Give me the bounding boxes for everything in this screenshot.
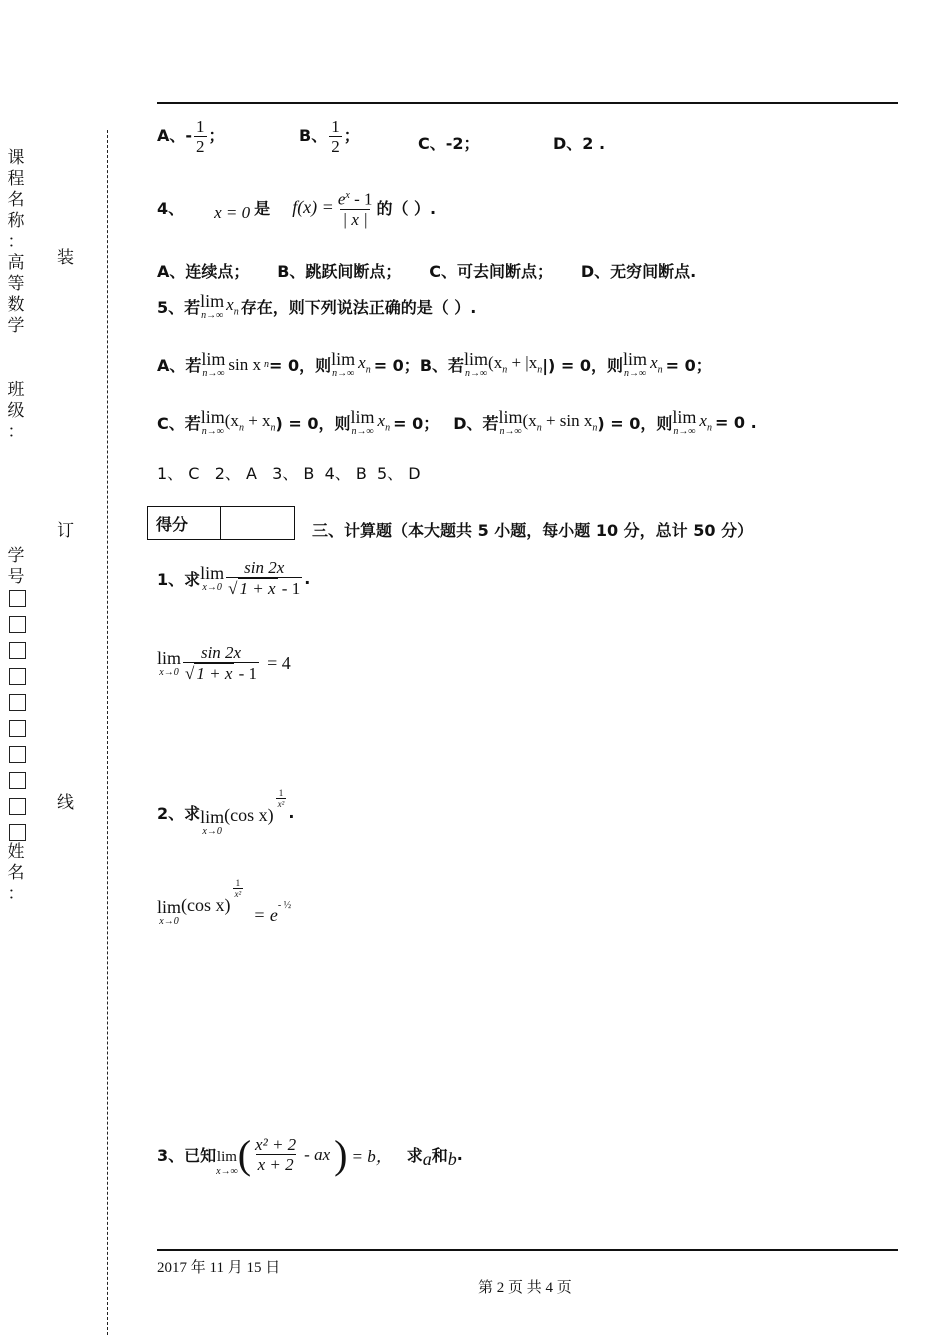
course-name-char: 等 [7,274,25,294]
calc-answer-2: lim x→0 (cos x) $\frac{1}{\text{x²}}$ = e - ½ [157,878,292,927]
score-box [147,506,295,540]
class-char: 班 [7,380,25,400]
student-id-label [6,546,26,588]
question-5-options-ab: A、若 lim n→∞ sin x n = 0，则 lim n→∞ $x_n$ = 0； B、若 lim n→∞ ($x_n + |x_n$ |) = 0，则 lim n→∞ $x_n$ = 0； [157,349,712,379]
class-char: 级 [7,401,25,421]
student-id-digit-box[interactable] [9,642,26,659]
student-id-char: 号 [7,567,25,587]
score-entry[interactable] [221,507,294,539]
course-name-char: 称 [7,211,25,231]
student-id-digit-box[interactable] [9,772,26,789]
course-name-char: 课 [7,148,25,168]
course-name-char: 数 [7,295,25,315]
question-5: 5、若 lim n→∞ $x_n$ 存在，则下列说法正确的是（ ）. [157,291,477,321]
student-id-digit-box[interactable] [9,824,26,841]
student-id-digit-box[interactable] [9,746,26,763]
score-label: 得分 [148,507,221,539]
calc-answer-1: lim x→0 $\frac{\sin 2x}{√ 1 + x - 1}$ = 4 [157,643,291,683]
calc-question-2: 2、求 lim x→0 (cos x) $\frac{1}{\text{x²}}$ . [157,788,295,837]
header-rule [157,102,898,104]
student-name-label [6,842,26,905]
course-name-char: 高 [7,253,25,273]
footer-rule [157,1249,898,1251]
student-id-digit-box[interactable] [9,720,26,737]
student-name-char: 名 [7,863,25,883]
student-id-boxes[interactable] [8,590,26,850]
binding-mark-zhuang: 装 [57,248,74,268]
footer-date: 2017 年 11 月 15 日 [157,1260,281,1276]
calc-question-3: 3、已知 lim x→∞ ( $\frac{\text{x² + 2}}{x + 2}$ - ax ) = b， 求 a 和 b . [157,1131,463,1177]
student-id-digit-box[interactable] [9,616,26,633]
course-name-char: 名 [7,190,25,210]
q3-option-b: B、 $\frac{1}{2}$ ； [299,117,360,156]
footer-page-number: 第 2 页 共 4 页 [478,1280,572,1296]
course-name-label [6,148,26,337]
course-name-char: 程 [7,169,25,189]
student-id-digit-box[interactable] [9,668,26,685]
binding-mark-xian: 线 [57,793,74,813]
student-id-digit-box[interactable] [9,694,26,711]
q3-option-d: D、2 . [553,134,606,153]
question-4-options: A、连续点； B、跳跃间断点； C、可去间断点； D、无穷间断点. [157,262,697,281]
binding-dashed-line [107,130,108,1335]
student-name-char: ： [7,884,25,904]
class-label [6,380,26,443]
q3-option-a: A、- $\frac{1}{2}$ ； [157,117,225,156]
q3-option-c: C、-2； [418,134,480,153]
student-id-digit-box[interactable] [9,798,26,815]
question-4: 4、 x = 0 是 f(x) = $\frac{e^x - 1}{| x |}$ 的（ ）. [157,189,437,229]
section-3-title: 三、计算题（本大题共 5 小题，每小题 10 分，总计 50 分） [312,521,754,540]
student-name-char: 姓 [7,842,25,862]
class-char: ： [7,422,25,442]
calc-question-1: 1、求 lim x→0 $\frac{\sin 2x}{√ 1 + x - 1}$ . [157,558,311,598]
question-5-options-cd: C、若 lim n→∞ ($x_n + x_n$ ) = 0，则 lim n→∞ $x_n$ = 0； D、若 lim n→∞ ($x_n + \sin x_n$ ) = 0，则 lim n→∞ $x_n$ = 0 . [157,407,757,437]
course-name-char: 学 [7,316,25,336]
binding-mark-ding: 订 [57,521,74,541]
student-id-char: 学 [7,546,25,566]
course-name-char: ： [7,232,25,252]
student-id-digit-box[interactable] [9,590,26,607]
answer-key: 1、 C 2、 A 3、 B 4、 B 5、 D [157,464,421,483]
